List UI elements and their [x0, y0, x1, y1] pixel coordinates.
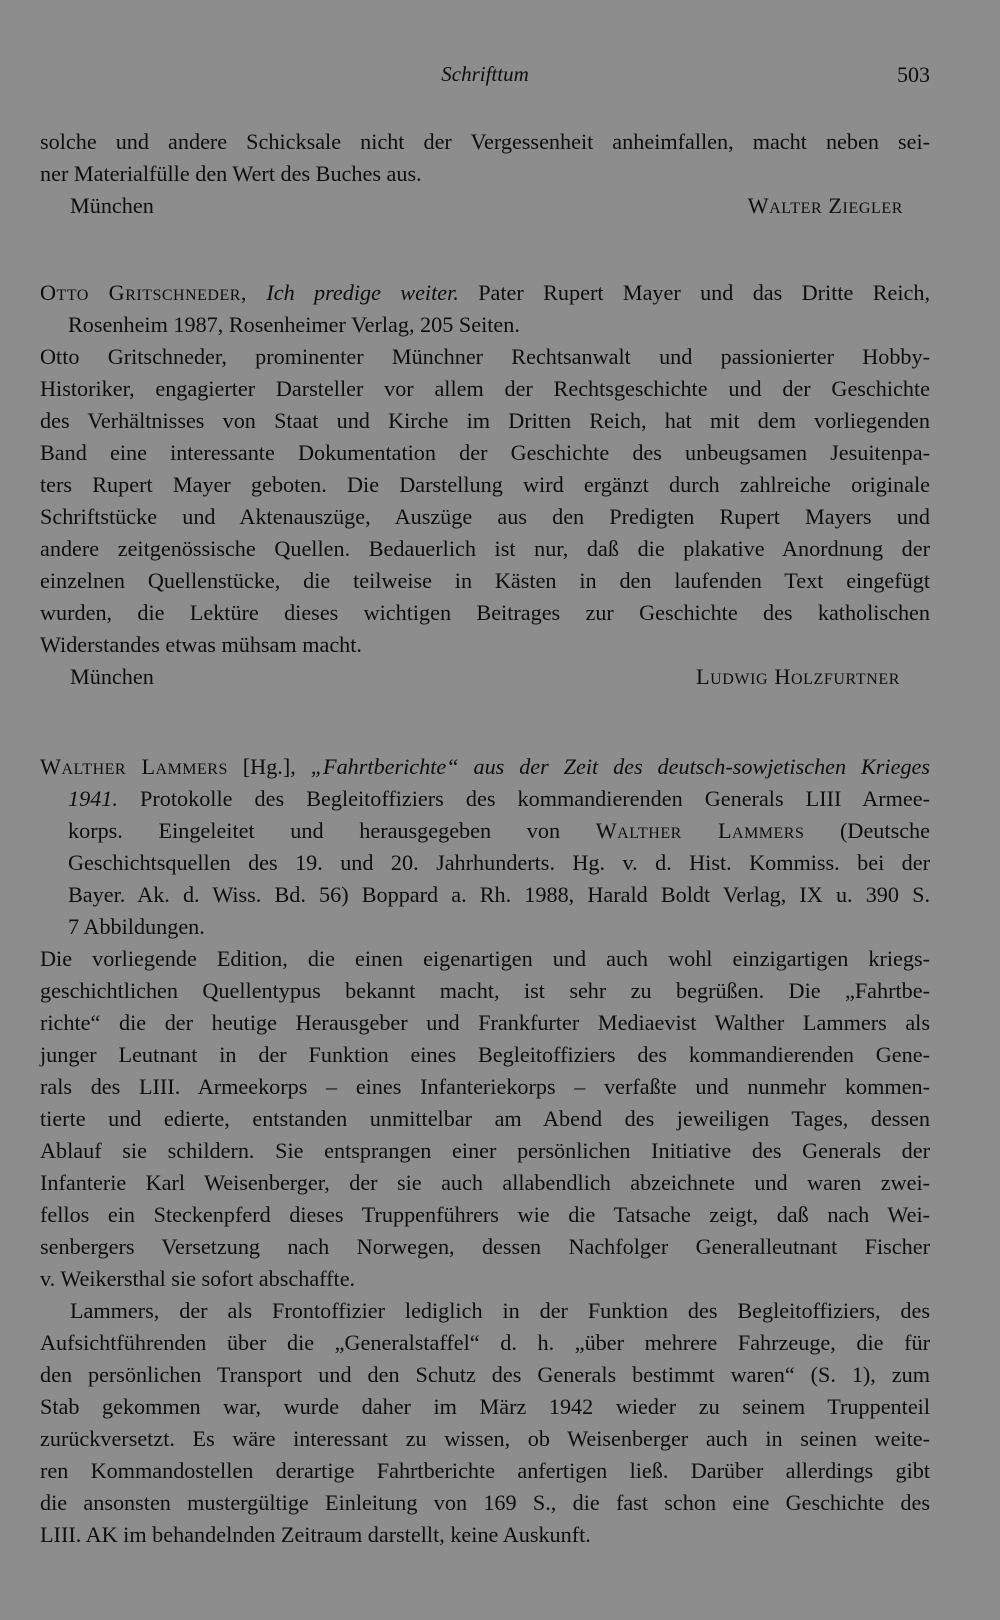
review2-line: einzelnen Quellenstücke, die teilweise in Kästen in den laufenden Text eingefügt — [40, 568, 930, 593]
review2-line: Otto Gritschneder, prominenter Münchner Rechtsanwalt und passionierter Hobby- — [40, 344, 930, 369]
review3-line: Infanterie Karl Weisenberger, der sie auch allabendlich abzeichnete und waren zwei- — [40, 1170, 930, 1195]
review3-line: geschichtlichen Quellentypus bekannt macht, ist sehr zu begrüßen. Die „Fahrtbe- — [40, 978, 930, 1003]
review3-citation-line2 — [68, 785, 930, 815]
review1-line: ner Materialfülle den Wert des Buches aus. — [40, 161, 422, 186]
review2-place: München — [70, 664, 154, 689]
review3-citation-line4: Geschichtsquellen des 19. und 20. Jahrhunderts. Hg. v. d. Hist. Kommiss. bei der — [68, 850, 930, 875]
review2-line: Band eine interessante Dokumentation der Geschichte des unbeugsamen Jesuitenpa- — [40, 440, 930, 465]
review3-title: „Fahrtberichte“ aus der Zeit des deutsch-sowjetischen Krieges — [310, 754, 931, 779]
review3-line: Aufsichtführenden über die „Generalstaffel“ d. h. „über mehrere Fahrzeuge, die für — [40, 1330, 930, 1355]
page-number: 503 — [897, 62, 930, 87]
review2-title: Ich predige weiter. — [266, 280, 459, 305]
review3-series-start: (Deutsche — [840, 818, 930, 843]
review3-author: Walther Lammers — [40, 754, 228, 779]
review3-line: ren Kommandostellen derartige Fahrtberichte anfertigen ließ. Darüber allerdings gibt — [40, 1458, 930, 1483]
review1-line: solche und andere Schicksale nicht der Vergessenheit anheimfallen, macht neben sei- — [40, 129, 930, 154]
review3-line: Lammers, der als Frontoffizier lediglich in der Funktion des Begleitoffiziers, des — [70, 1298, 930, 1323]
review2-citation-line1 — [40, 279, 930, 309]
review1-reviewer: Walter Ziegler — [747, 193, 903, 218]
review2-line: andere zeitgenössische Quellen. Bedauerlich ist nur, daß die plakative Anordnung der — [40, 536, 930, 561]
running-head — [40, 62, 930, 92]
review2-line: wurden, die Lektüre dieses wichtigen Beitrages zur Geschichte des katholischen — [40, 600, 930, 625]
review3-line: tierte und edierte, entstanden unmittelbar am Abend des jeweiligen Tages, dessen — [40, 1106, 930, 1131]
review3-citation-line5: Bayer. Ak. d. Wiss. Bd. 56) Boppard a. Rh. 1988, Harald Boldt Verlag, IX u. 390 S. — [68, 882, 930, 907]
running-head-title: Schrifttum — [441, 62, 529, 86]
review3-edited-by: korps. Eingeleitet und herausgegeben von — [68, 818, 561, 843]
review3-line: v. Weikersthal sie sofort abschaffte. — [40, 1266, 356, 1291]
review3-line: die ansonsten mustergültige Einleitung von 169 S., die fast schon eine Geschichte des — [40, 1490, 930, 1515]
review3-subtitle: Protokolle des Begleitoffiziers des kommandierenden Generals LIII Armee- — [140, 786, 930, 811]
review2-line: des Verhältnisses von Staat und Kirche im Dritten Reich, hat mit dem vorliegenden — [40, 408, 930, 433]
review3-line: den persönlichen Transport und den Schutz des Generals bestimmt waren“ (S. 1), zum — [40, 1362, 930, 1387]
review3-editor: Walther Lammers — [595, 818, 805, 843]
review3-citation-line3 — [68, 817, 930, 847]
review3-line: Stab gekommen war, wurde daher im März 1942 wieder zu seinem Truppenteil — [40, 1394, 930, 1419]
review2-line: Historiker, engagierter Darsteller vor allem der Rechtsgeschichte und der Geschichte — [40, 376, 930, 401]
review3-editor-mark: [Hg.], — [242, 754, 296, 779]
review3-line: senbergers Versetzung nach Norwegen, dessen Nachfolger Generalleutnant Fischer — [40, 1234, 930, 1259]
review3-citation-line1 — [40, 753, 930, 783]
review3-line: richte“ die der heutige Herausgeber und Frankfurter Mediaevist Walther Lammers als — [40, 1010, 930, 1035]
review2-line: ters Rupert Mayer geboten. Die Darstellung wird ergänzt durch zahlreiche originale — [40, 472, 930, 497]
review2-line: Widerstandes etwas mühsam macht. — [40, 632, 362, 657]
review3-line: fellos ein Steckenpferd dieses Truppenführers wie die Tatsache zeigt, daß nach Wei- — [40, 1202, 930, 1227]
review3-line: rals des LIII. Armeekorps – eines Infanteriekorps – verfaßte und nunmehr kommen- — [40, 1074, 930, 1099]
review3-line: zurückversetzt. Es wäre interessant zu wissen, ob Weisenberger auch in seinen weite- — [40, 1426, 930, 1451]
review2-signature — [70, 663, 900, 693]
review3-line: junger Leutnant in der Funktion eines Begleitoffiziers des kommandierenden Gene- — [40, 1042, 930, 1067]
review2-citation-line2: Rosenheim 1987, Rosenheimer Verlag, 205 Seiten. — [68, 312, 520, 337]
review2-subtitle: Pater Rupert Mayer und das Dritte Reich, — [478, 280, 931, 305]
review3-citation-line6: 7 Abbildungen. — [68, 914, 205, 939]
review1-place: München — [70, 193, 154, 218]
review3-title-year: 1941. — [68, 786, 118, 811]
review3-line: LIII. AK im behandelnden Zeitraum darstellt, keine Auskunft. — [40, 1522, 591, 1547]
review2-author: Otto Gritschneder, — [40, 280, 247, 305]
review1-signature — [70, 192, 903, 222]
review2-reviewer: Ludwig Holzfurtner — [695, 664, 900, 689]
review3-line: Die vorliegende Edition, die einen eigenartigen und auch wohl einzigartigen kriegs- — [40, 946, 930, 971]
review2-line: Schriftstücke und Aktenauszüge, Auszüge aus den Predigten Rupert Mayers und — [40, 504, 930, 529]
review3-line: Ablauf sie schildern. Sie entsprangen einer persönlichen Initiative des Generals der — [40, 1138, 930, 1163]
